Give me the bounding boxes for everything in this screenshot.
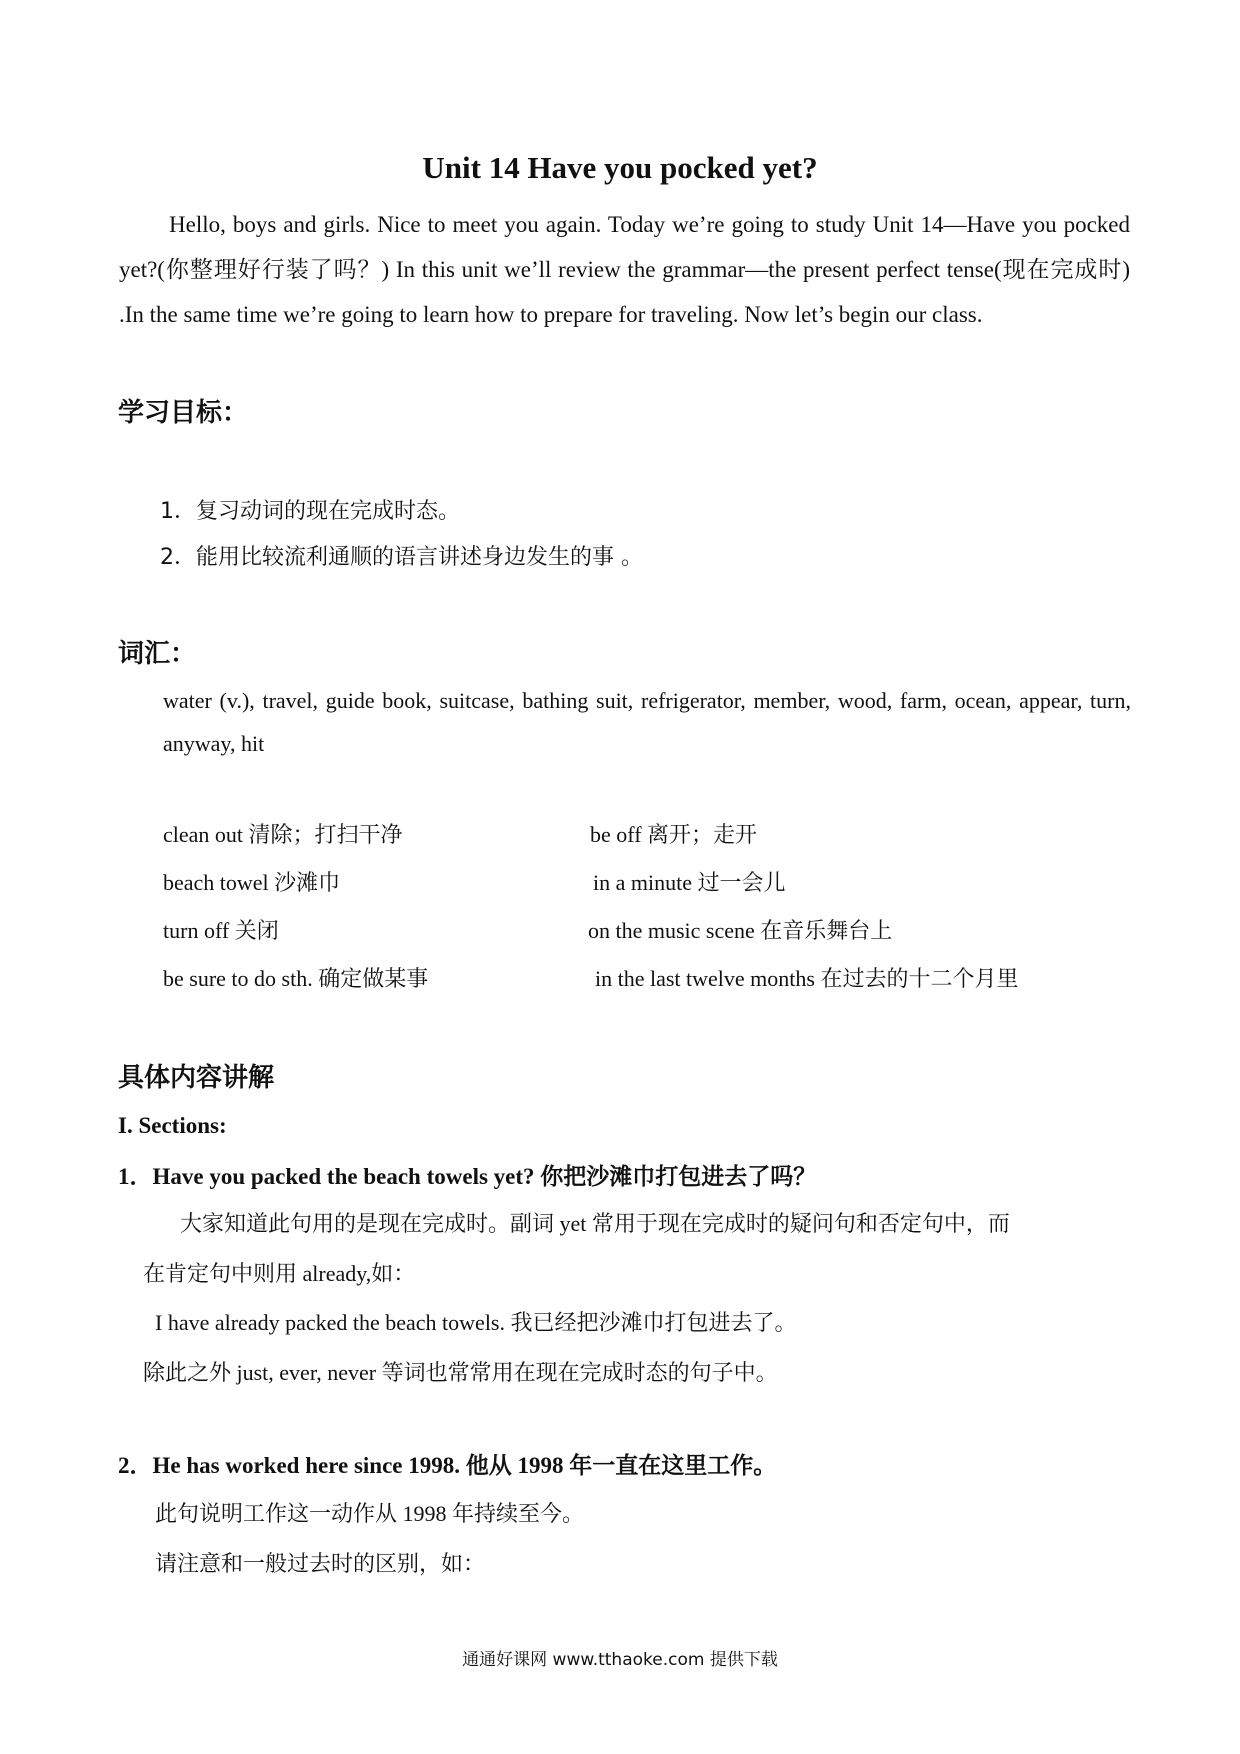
- phrase-left: turn off 关闭: [163, 918, 279, 943]
- phrase-right: in a minute 过一会儿: [593, 870, 786, 895]
- phrase-left: beach towel 沙滩巾: [163, 870, 341, 895]
- phrase-right: be off 离开；走开: [590, 822, 758, 847]
- page-title: Unit 14 Have you pocked yet?: [422, 150, 818, 185]
- intro-paragraph: Hello, boys and girls. Nice to meet you again. Today we’re going to study Unit 14—Have you pocked yet?(你整理好行装了吗？) In this unit we’ll review the grammar—the present perfect tense(现在完成时) .In the same time we’re going to learn how to prepare for traveling. Now let’s begin our class.: [119, 212, 1130, 327]
- section-2-title: 2．He has worked here since 1998. 他从 1998 年一直在这里工作。: [118, 1453, 777, 1478]
- vocab-heading: 词汇：: [118, 639, 197, 669]
- page-footer: 通通好课网 www.tthaoke.com 提供下载: [462, 1650, 778, 1670]
- phrase-right: in the last twelve months 在过去的十二个月里: [595, 966, 1019, 991]
- phrase-left: be sure to do sth. 确定做某事: [163, 966, 429, 991]
- vocab-words: water (v.), travel, guide book, suitcase, bathing suit, refrigerator, member, wood, farm, ocean, appear, turn, anyway, hit: [163, 688, 1131, 756]
- section-1-title: 1．Have you packed the beach towels yet? 你把沙滩巾打包进去了吗？: [118, 1164, 817, 1189]
- sections-label: I. Sections:: [118, 1113, 227, 1138]
- section-1-text: 大家知道此句用的是现在完成时。副词 yet 常用于现在完成时的疑问句和否定句中，而: [180, 1211, 1010, 1236]
- section-1-text: 在肯定句中则用 already,如：: [143, 1261, 416, 1286]
- phrase-right: on the music scene 在音乐舞台上: [588, 918, 893, 943]
- goal-item: 1．复习动词的现在完成时态。: [160, 499, 460, 524]
- section-2-text: 此句说明工作这一动作从 1998 年持续至今。: [155, 1501, 585, 1526]
- content-heading: 具体内容讲解: [118, 1063, 275, 1093]
- section-2-text: 请注意和一般过去时的区别，如：: [155, 1551, 486, 1576]
- phrase-left: clean out 清除；打扫干净: [163, 822, 403, 847]
- section-1-text: 除此之外 just, ever, never 等词也常常用在现在完成时态的句子中。: [143, 1360, 778, 1385]
- goals-heading: 学习目标：: [118, 398, 249, 428]
- section-1-example: I have already packed the beach towels. 我已经把沙滩巾打包进去了。: [155, 1310, 797, 1335]
- goal-item: 2．能用比较流利通顺的语言讲述身边发生的事 。: [160, 545, 643, 570]
